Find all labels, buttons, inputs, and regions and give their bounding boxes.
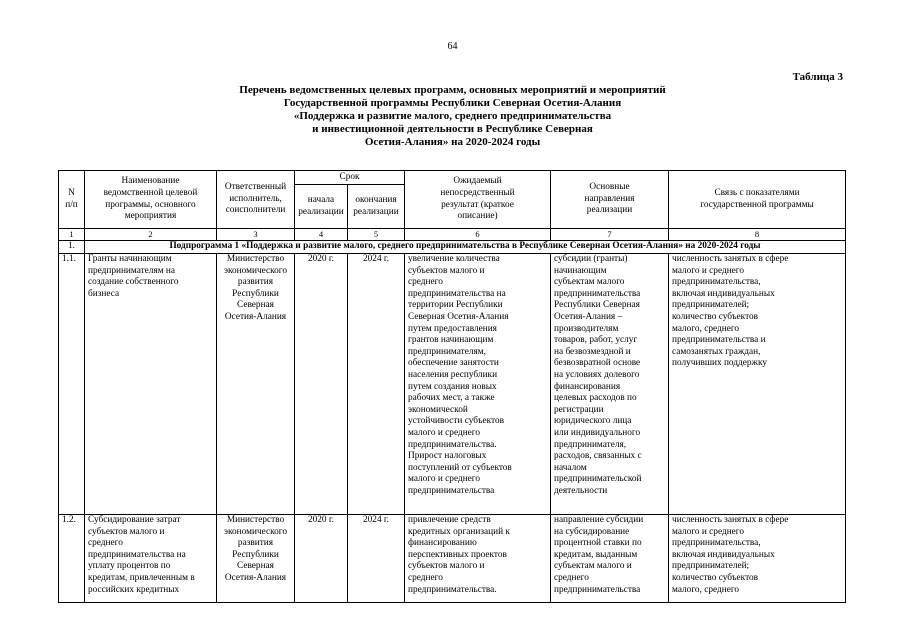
row-end: 2024 г.: [348, 515, 405, 603]
row-num: 1.2.: [59, 515, 85, 603]
header-result: Ожидаемый непосредственный результат (краткое описание): [405, 171, 551, 229]
row-start: 2020 г.: [295, 254, 348, 515]
row-end: 2024 г.: [348, 254, 405, 515]
page-title-line: Перечень ведомственных целевых программ, основных мероприятий и мероприятий: [239, 84, 666, 96]
header-start: начала реализации: [295, 185, 348, 229]
row-link: численность занятых в сфере малого и среднего предпринимательства, включая индивидуальных предпринимателей; количество субъектов малого, среднего предпринимательства и самозанятых граждан, получивших поддержку: [669, 254, 846, 515]
row-result: увеличение количества субъектов малого и среднего предпринимательства на территории Республики Северная Осетия-Алания путем предоставления грантов начинающим предпринимателям, обеспечение занятости населения республики путем создания новых рабочих мест, а также экономической устойчивости субъектов малого и среднего предпринимательства. Прирост налоговых поступлений от субъектов малого и среднего предпринимательства: [405, 254, 551, 515]
column-number: 2: [85, 229, 217, 241]
column-number: 7: [551, 229, 669, 241]
column-number: 4: [295, 229, 348, 241]
page-title-line: «Поддержка и развитие малого, среднего предпринимательства: [293, 110, 612, 122]
page-title-line: и инвестиционной деятельности в Республике Северная: [312, 123, 593, 135]
page-title: [190, 84, 715, 149]
row-executor: Министерство экономического развития Республики Северная Осетия-Алания: [217, 254, 295, 515]
row-start: 2020 г.: [295, 515, 348, 603]
column-number-row: [59, 229, 846, 241]
header-directions: Основные направления реализации: [551, 171, 669, 229]
header-name: Наименование ведомственной целевой программы, основного мероприятия: [85, 171, 217, 229]
page-title-line: Осетия-Алания» на 2020-2024 годы: [364, 136, 541, 148]
subprogram-title: Подпрограмма 1 «Поддержка и развитие малого, среднего предпринимательства в Республике Северная Осетия-Алания» на 2020-2024 годы: [85, 241, 846, 254]
row-directions: субсидии (гранты) начинающим субъектам малого предпринимательства Республики Северная Осетия-Алания – производителям товаров, работ, услуг на безвозмездной и безвозвратной основе на условиях долевого финансирования целевых расходов по регистрации юридического лица или индивидуального предпринимателя, расходов, связанных с началом предпринимательской деятельности: [551, 254, 669, 515]
row-num: 1.1.: [59, 254, 85, 515]
header-num: N п/п: [59, 171, 85, 229]
row-directions: направление субсидии на субсидирование процентной ставки по кредитам, выданным субъектам малого и среднего предпринимательства: [551, 515, 669, 603]
table-row: [59, 515, 846, 603]
programs-table: [58, 170, 846, 603]
header-term: Срок: [295, 171, 405, 185]
column-number: 6: [405, 229, 551, 241]
row-name: Гранты начинающим предпринимателям на создание собственного бизнеса: [85, 254, 217, 515]
page-title-line: Государственной программы Республики Северная Осетия-Алания: [283, 97, 622, 109]
row-result: привлечение средств кредитных организаций к финансированию перспективных проектов субъектов малого и среднего предпринимательства.: [405, 515, 551, 603]
column-number: 3: [217, 229, 295, 241]
table-label: Таблица 3: [792, 71, 843, 83]
row-executor: Министерство экономического развития Республики Северная Осетия-Алания: [217, 515, 295, 603]
header-end: окончания реализации: [348, 185, 405, 229]
column-number: 5: [348, 229, 405, 241]
page-number: 64: [447, 41, 458, 52]
column-number: 1: [59, 229, 85, 241]
table-row: [59, 254, 846, 515]
subprogram-num: 1.: [59, 241, 85, 254]
subprogram-row: [59, 241, 846, 254]
row-name: Субсидирование затрат субъектов малого и среднего предпринимательства на уплату процентов по кредитам, привлеченным в российских кредитных: [85, 515, 217, 603]
column-number: 8: [669, 229, 846, 241]
header-link: Связь с показателями государственной программы: [669, 171, 846, 229]
header-executor: Ответственный исполнитель, соисполнители: [217, 171, 295, 229]
row-link: численность занятых в сфере малого и среднего предпринимательства, включая индивидуальных предпринимателей; количество субъектов малого, среднего: [669, 515, 846, 603]
